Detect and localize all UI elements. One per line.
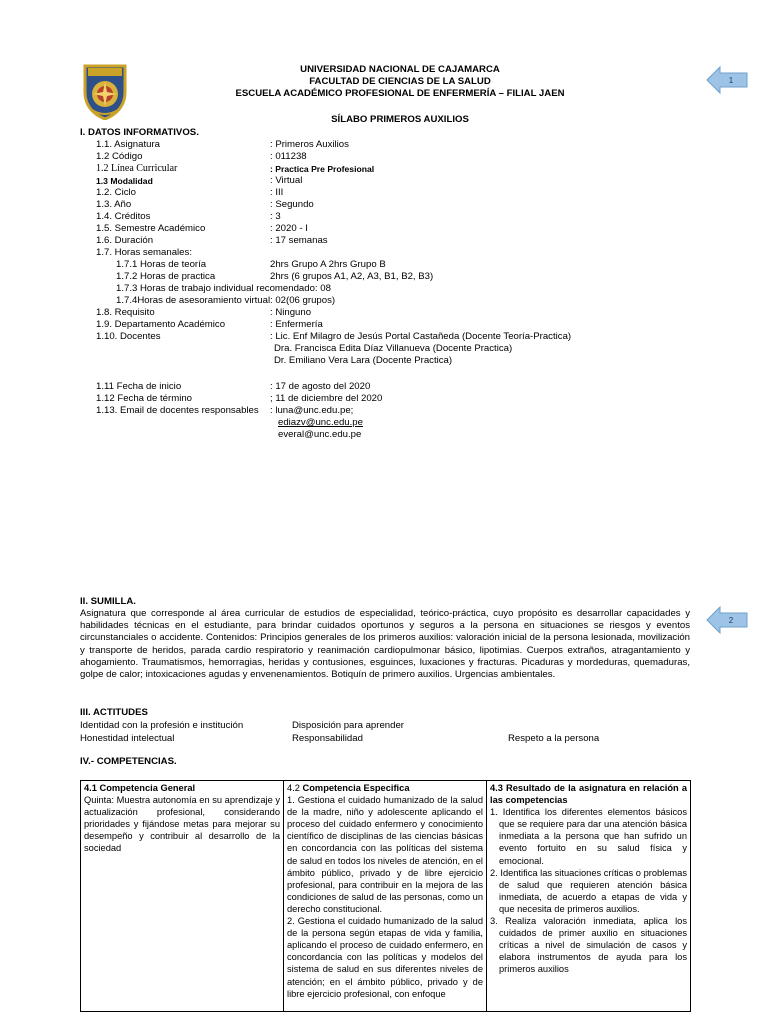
- email-text: everal@unc.edu.pe: [278, 429, 362, 440]
- course-result-cell: [487, 781, 691, 1012]
- competencies-table: [80, 780, 691, 1012]
- field-value: : 17 semanas: [270, 235, 328, 246]
- field-value: 2hrs (6 grupos A1, A2, A3, B1, B2, B3): [270, 271, 434, 282]
- field-label: 1.7. Horas semanales:: [96, 247, 192, 258]
- field-label: 1.8. Requisito: [96, 307, 155, 318]
- field-value: : Practica Pre Profesional: [270, 164, 375, 174]
- field-label: 1.4. Créditos: [96, 211, 151, 222]
- field-value: : Enfermería: [270, 319, 323, 330]
- field-value: : luna@unc.edu.pe;: [270, 405, 354, 416]
- field-value: : 17 de agosto del 2020: [270, 381, 371, 392]
- field-value: Dr. Emiliano Vera Lara (Docente Practica): [274, 355, 453, 366]
- field-label: 1.3. Año: [96, 199, 132, 210]
- field-label: 1.10. Docentes: [96, 331, 161, 342]
- field-value: : Virtual: [270, 175, 303, 186]
- specific-competency-cell: [284, 781, 487, 1012]
- section-1-heading: I. DATOS INFORMATIVOS.: [80, 127, 199, 138]
- school-name: ESCUELA ACADÉMICO PROFESIONAL DE ENFERMERÍA – FILIAL JAEN: [235, 88, 565, 99]
- field-value: : 02(06 grupos): [270, 295, 336, 306]
- field-value: : III: [270, 187, 284, 198]
- section-4-heading: IV.- COMPETENCIAS.: [80, 756, 177, 767]
- field-label: 1.5. Semestre Académico: [96, 223, 206, 234]
- page-marker-2-label: 2: [728, 616, 734, 625]
- field-value: : Segundo: [270, 199, 314, 210]
- field-label: 1.2. Ciclo: [96, 187, 136, 198]
- field-label: 1.1. Asignatura: [96, 139, 161, 150]
- specific-competency-number: 4.2: [287, 783, 300, 793]
- field-label: 1.12 Fecha de término: [96, 393, 192, 404]
- general-competency-cell: [81, 781, 284, 1012]
- field-value: ; 11 de diciembre del 2020: [270, 393, 383, 404]
- field-value: : 011238: [270, 151, 307, 162]
- field-label: 1.7.4Horas de asesoramiento virtual: [116, 295, 271, 306]
- faculty-name: FACULTAD DE CIENCIAS DE LA SALUD: [309, 76, 491, 87]
- field-label: 1.2 Línea Curricular: [96, 163, 178, 174]
- page-marker-1-label: 1: [728, 76, 734, 85]
- field-value: : Primeros Auxilios: [270, 139, 349, 150]
- field-value: : Ninguno: [270, 307, 312, 318]
- email-link[interactable]: ediazv@unc.edu.pe: [278, 417, 363, 428]
- course-result-item: 1. Identifica los diferentes elementos básicos que se requiere para dar una atención básica inmediata a la persona que han sufrido un evento fortuito en su salud física y emocional.: [490, 807, 687, 866]
- general-competency-text: Quinta: Muestra autonomía en su aprendizaje y actualización profesional, considerando prioridades y fijándose metas para mejorar su desempeño y contribuir al desarrollo de la sociedad: [84, 795, 280, 854]
- specific-competency-title: Competencia Especifica: [302, 783, 410, 793]
- field-value: 2hrs Grupo A 2hrs Grupo B: [270, 259, 386, 270]
- field-label: 1.2 Código: [96, 151, 143, 162]
- university-name: UNIVERSIDAD NACIONAL DE CAJAMARCA: [300, 64, 500, 75]
- course-result-item: 2. Identifica las situaciones críticas o problemas de salud que requieren atención básica inmediata, de acuerdo a etapas de vida y que necesita de primeros auxilios.: [490, 867, 687, 914]
- course-result-item: 3. Realiza valoración inmediata, aplica los cuidados de primer auxilio en situaciones críticas a nivel de simulación de casos y elabora instrumentos de ayuda para los primeros auxilios: [490, 916, 687, 975]
- attitude-item: Respeto a la persona: [508, 733, 600, 744]
- field-value: : 3: [270, 211, 281, 222]
- field-label: 1.13. Email de docentes responsables: [96, 405, 259, 416]
- field-value: : 2020 - I: [270, 223, 308, 234]
- page-marker-2: [706, 606, 748, 634]
- field-value: : Lic. Enf Milagro de Jesús Portal Castañeda (Docente Teoría-Practica): [270, 331, 572, 342]
- attitude-item: Disposición para aprender: [292, 720, 404, 731]
- course-result-title: 4.3 Resultado de la asignatura en relación a las competencias: [490, 783, 687, 806]
- field-label: 1.3 Modalidad: [96, 176, 153, 186]
- specific-competency-item-2: 2. Gestiona el cuidado humanizado de la salud de la persona según etapas de vida y familia, aplicando el proceso de cuidado enfermero, en concordancia con las políticas y modelos del sistema de salud en sus diferentes niveles de atención; en el ámbito público, privado y de libre ejercicio profesional, con enfoque: [287, 916, 483, 999]
- attitude-item: Identidad con la profesión e institución: [80, 720, 244, 731]
- page-marker-1: [706, 66, 748, 94]
- specific-competency-item-1: 1. Gestiona el cuidado humanizado de la salud de la madre, niño y adolescente aplicando el proceso del cuidado enfermero y conocimiento científico de disciplinas de las ciencias básicas en concordancia con las políticas del sistema de salud en todos los niveles de atención, en el ámbito público, privado y de libre ejercicio profesional, para contribuir en la mejora de las condiciones de salud de las personas, como un derecho constitucional.: [287, 795, 483, 914]
- field-label: 1.6. Duración: [96, 235, 154, 246]
- field-label: 1.7.3 Horas de trabajo individual recomendado: 08: [116, 283, 331, 294]
- field-label: 1.11 Fecha de inicio: [96, 381, 182, 392]
- field-label: 1.7.2 Horas de practica: [116, 271, 216, 282]
- field-label: 1.9. Departamento Académico: [96, 319, 226, 330]
- field-label: 1.7.1 Horas de teoría: [116, 259, 207, 270]
- section-3-heading: III. ACTITUDES: [80, 707, 148, 718]
- attitude-item: Responsabilidad: [292, 733, 363, 744]
- field-value: Dra. Francisca Edita Díaz Villanueva (Docente Practica): [274, 343, 513, 354]
- document-title: SÍLABO PRIMEROS AUXILIOS: [331, 114, 469, 125]
- summary-paragraph: Asignatura que corresponde al área curricular de estudios de especialidad, teórico-práctica, cuyo propósito es desarrollar capacidades y habilidades técnicas en el estudiante, para brindar cuidados oportunos y seguros a la persona en situaciones se riesgos y eventos circunstanciales o accidente. Contenidos: Principios generales de los primeros auxilios: valoración inicial de la persona lesionada, movilización y transporte de heridos, parada cardio respiratorio y reanimación cardiopulmonar básico, lipotimias. Cuerpos extraños, atragantamiento y ahogamiento. Traumatismos, hemorragias, heridas y contusiones, esguinces, luxaciones y fracturas. Picaduras y mordeduras, quemaduras, golpe de calor; intoxicaciones agudas y envenenamientos. Botiquín de primero auxilios. Urgencias ambientales.: [80, 608, 690, 681]
- general-competency-title: 4.1 Competencia General: [84, 783, 196, 793]
- section-2-heading: II. SUMILLA.: [80, 596, 136, 607]
- attitude-item: Honestidad intelectual: [80, 733, 175, 744]
